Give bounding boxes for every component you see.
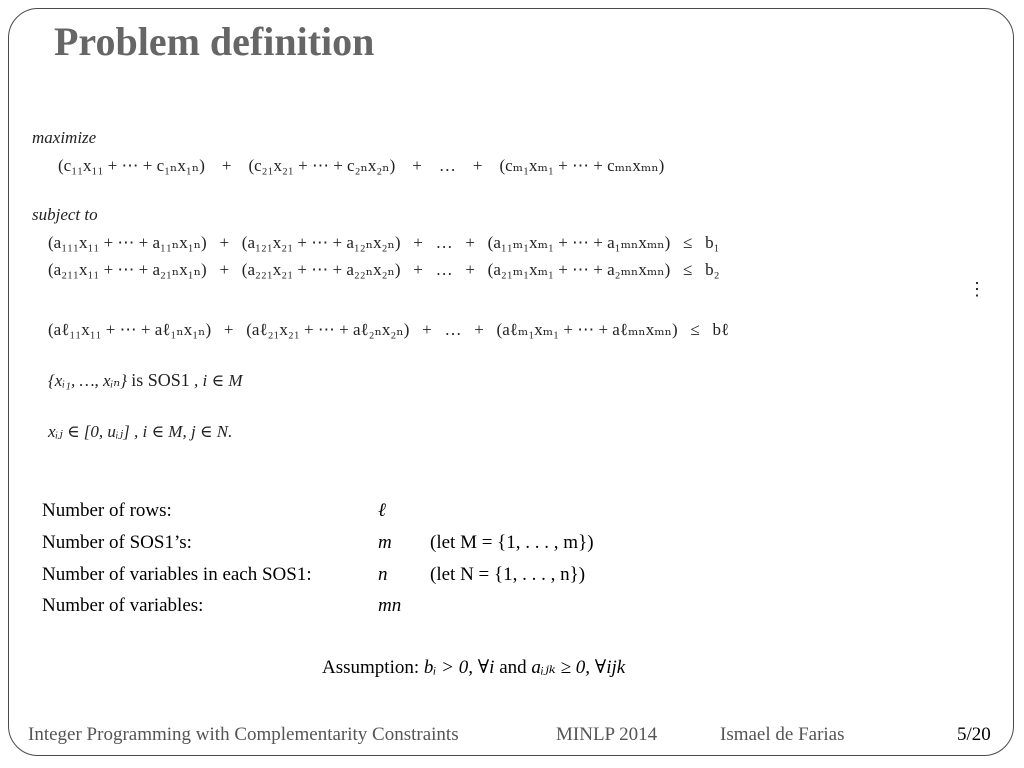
info-symbol-vars: mn	[378, 595, 402, 616]
assumption-and: and	[499, 657, 527, 678]
constraint-row-2: (a₂₁₁x₁₁ + ⋯ + a₂₁ₙx₁ₙ) + (a₂₂₁x₂₁ + ⋯ + a₂₂ₙx₂ₙ) + … + (a₂₁ₘ₁xₘ₁ + ⋯ + a₂ₘₙxₘₙ) ≤ b₂	[48, 260, 720, 279]
sos-set: {xᵢ₁, …, xᵢₙ}	[48, 371, 127, 390]
sos-text: is SOS1	[131, 370, 190, 390]
assumption-part1: bᵢ > 0, ∀i	[423, 657, 495, 678]
footer-talk-title: Integer Programming with Complementarity Constraints	[28, 724, 459, 745]
assumption-label: Assumption:	[322, 657, 420, 678]
info-note-vars-each: (let N = {1, . . . , n})	[430, 564, 586, 585]
footer-author: Ismael de Farias	[720, 724, 845, 745]
info-label-sos: Number of SOS1’s:	[42, 532, 192, 553]
info-symbol-rows: ℓ	[378, 500, 386, 521]
info-symbol-sos: m	[378, 532, 392, 553]
slide-title: Problem definition	[54, 19, 375, 64]
constraint-row-l: (aℓ₁₁x₁₁ + ⋯ + aℓ₁ₙx₁ₙ) + (aℓ₂₁x₂₁ + ⋯ + aℓ₂ₙx₂ₙ) + … + (aℓₘ₁xₘ₁ + ⋯ + aℓₘₙxₘₙ) ≤ bℓ	[48, 320, 730, 339]
info-note-sos: (let M = {1, . . . , m})	[430, 532, 594, 553]
subject-to-label: subject to	[32, 205, 98, 224]
slide-number: 5/20	[957, 724, 991, 745]
sos-index: , i ∈ M	[194, 371, 243, 390]
vertical-ellipsis: ⋮	[968, 279, 986, 299]
constraint-row-1: (a₁₁₁x₁₁ + ⋯ + a₁₁ₙx₁ₙ) + (a₁₂₁x₂₁ + ⋯ + a₁₂ₙx₂ₙ) + … + (a₁₁ₘ₁xₘ₁ + ⋯ + a₁ₘₙxₘₙ) ≤ b₁	[48, 233, 720, 252]
info-label-vars: Number of variables:	[42, 595, 204, 616]
info-label-rows: Number of rows:	[42, 500, 172, 521]
bounds-constraint: xᵢⱼ ∈ [0, uᵢⱼ] , i ∈ M, j ∈ N.	[48, 422, 233, 441]
maximize-label: maximize	[32, 128, 97, 147]
assumption	[322, 656, 625, 679]
info-label-vars-each: Number of variables in each SOS1:	[42, 564, 312, 585]
sos-constraint	[48, 370, 242, 391]
objective-function: (c₁₁x₁₁ + ⋯ + c₁ₙx₁ₙ) + (c₂₁x₂₁ + ⋯ + c₂ₙx₂ₙ) + … + (cₘ₁xₘ₁ + ⋯ + cₘₙxₘₙ)	[58, 156, 665, 175]
footer-conference: MINLP 2014	[556, 724, 658, 745]
assumption-part2: aᵢⱼₖ ≥ 0, ∀ijk	[531, 657, 626, 678]
info-symbol-vars-each: n	[378, 564, 388, 585]
